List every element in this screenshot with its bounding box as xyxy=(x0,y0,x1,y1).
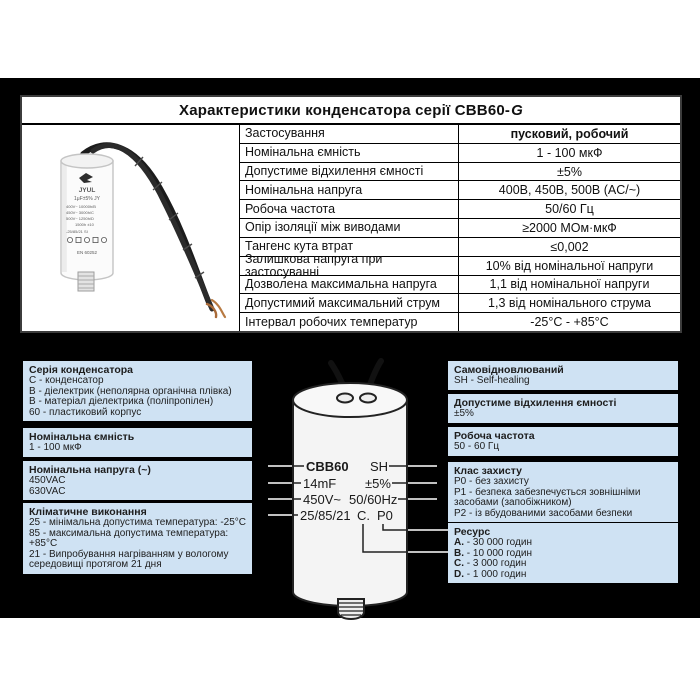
table-row xyxy=(240,294,680,313)
capacitor-diagram xyxy=(253,356,459,622)
row-label: Робоча частота xyxy=(240,200,459,218)
info-block-resource xyxy=(448,523,678,583)
block-title: Клас захисту xyxy=(454,465,522,477)
page-title-text: Характеристики конденсатора серії CBB60- xyxy=(179,101,511,119)
row-label: Допустимий максимальний струм xyxy=(240,294,459,312)
row-label: Застосування xyxy=(240,125,459,143)
block-title: Самовідновлюваний xyxy=(454,364,564,376)
table-row xyxy=(240,219,680,238)
row-value: 50/60 Гц xyxy=(545,202,594,217)
block-title: Серія конденсатора xyxy=(29,364,133,376)
block-title: Номінальна напруга (~) xyxy=(29,464,151,476)
diagram-stud xyxy=(338,599,364,619)
row-value: пусковий, робочий xyxy=(510,126,629,141)
row-label: Номінальна ємність xyxy=(240,144,459,162)
info-block-tolerance xyxy=(448,394,678,423)
marking-protection: P0 xyxy=(377,508,393,523)
block-line: P1 - безпека забезпечується зовнішніми засобами (запобіжником) xyxy=(454,486,641,508)
marking-frequency: 50/60Hz xyxy=(349,492,398,507)
block-line: P0 - без захисту xyxy=(454,476,529,487)
block-title: Ресурс xyxy=(454,526,491,538)
resource-text: - 1 000 годин xyxy=(464,568,527,580)
info-block-voltage xyxy=(23,461,252,500)
info-block-frequency xyxy=(448,427,678,456)
info-block-protection xyxy=(448,462,678,522)
photo-line-5: -25/85/21 SI xyxy=(66,229,88,234)
row-label: Опір ізоляції між виводами xyxy=(240,219,459,237)
marking-series: CBB60 xyxy=(306,459,349,474)
block-line: 630VAC xyxy=(29,485,66,497)
row-value: 1 - 100 мкФ xyxy=(536,145,603,160)
diagram-terminal-right xyxy=(360,394,376,403)
row-value: 1,1 від номінальної напруги xyxy=(489,277,650,292)
table-row xyxy=(240,313,680,331)
resource-key: A. xyxy=(454,537,464,548)
photo-line-3: 500V~ 1250h/D xyxy=(66,216,94,221)
row-label: Тангенс кута втрат xyxy=(240,238,459,256)
block-title: Кліматичне виконання xyxy=(29,506,147,518)
diagram-terminal-left xyxy=(337,394,353,403)
photo-spec: 1μF±5% JY xyxy=(74,196,100,202)
block-line: ±5% xyxy=(454,408,474,419)
block-line: P2 - із вбудованими засобами безпеки xyxy=(454,507,633,519)
resource-text: - 3 000 годин xyxy=(464,558,527,569)
marking-capacity: 14mF xyxy=(303,476,337,491)
row-value: ±5% xyxy=(557,164,582,179)
row-label: Залишкова напруга при застосуванні xyxy=(240,257,459,275)
info-block-climate xyxy=(23,503,252,574)
block-line: SH - Self-healing xyxy=(454,375,530,386)
photo-body-top xyxy=(61,154,113,168)
row-label: Допустиме відхилення ємності xyxy=(240,163,459,181)
block-title: Номінальна ємність xyxy=(29,431,135,443)
resource-text: - 10 000 годин xyxy=(464,547,532,559)
row-value: -25°C - +85°C xyxy=(530,315,609,330)
block-title: Допустиме відхилення ємності xyxy=(454,397,617,409)
photo-line-2: 450V~ 3000h/C xyxy=(66,210,94,215)
table-row xyxy=(240,251,680,279)
block-line: С - конденсатор xyxy=(29,375,104,386)
resource-key: C. xyxy=(454,558,464,569)
resource-key: D. xyxy=(454,568,464,580)
info-block-capacity xyxy=(23,428,252,457)
block-line: 85 - максимальна допустима температура: +85°C xyxy=(29,527,229,549)
block-line: 21 - Випробування нагріванням у вологому середовищі протягом 21 дня xyxy=(29,548,229,570)
row-value: 10% від номінальної напруги xyxy=(485,258,654,273)
row-value: ≥2000 МОм·мкФ xyxy=(522,220,617,235)
spec-table xyxy=(239,125,680,331)
block-line: 50 - 60 Гц xyxy=(454,441,500,452)
block-line: 1 - 100 мкФ xyxy=(29,442,82,453)
block-line: 25 - мінімальна допустима температура: -25°C xyxy=(29,517,246,528)
marking-selfhealing: SH xyxy=(370,459,389,474)
photo-line-1: 400V~ 10000h/B xyxy=(66,204,96,209)
table-row xyxy=(240,125,680,144)
photo-cert: EN 60252 xyxy=(76,250,98,255)
capacitor-photo xyxy=(35,128,235,328)
table-row xyxy=(240,144,680,163)
table-row xyxy=(240,163,680,182)
marking-voltage: 450V~ xyxy=(303,492,341,507)
block-title: Робоча частота xyxy=(454,430,535,442)
block-line: 60 - пластиковий корпус xyxy=(29,406,142,418)
block-line: В - матеріал діелектрика (поліпропілен) xyxy=(29,396,214,407)
photo-line-4: 1500h ±10 xyxy=(75,222,94,227)
table-row xyxy=(240,200,680,219)
row-label: Номінальна напруга xyxy=(240,181,459,199)
block-line xyxy=(454,570,672,581)
marking-resource: C. xyxy=(357,508,370,523)
page-title-series-letter: G xyxy=(511,101,523,119)
resource-key: B. xyxy=(454,547,464,559)
row-value: 400В, 450В, 500В (AC/~) xyxy=(498,183,641,198)
photo-brand: JYUL xyxy=(78,187,96,194)
table-row xyxy=(240,181,680,200)
info-block-series xyxy=(23,361,252,421)
table-row xyxy=(240,276,680,295)
row-value: ≤0,002 xyxy=(550,239,589,254)
block-line: 450VAC xyxy=(29,475,66,486)
info-block-selfhealing xyxy=(448,361,678,390)
resource-text: - 30 000 годин xyxy=(464,537,532,548)
row-value: 1,3 від номінального струма xyxy=(488,296,651,311)
page-title xyxy=(22,97,680,125)
marking-climate: 25/85/21 xyxy=(300,508,351,523)
row-label: Дозволена максимальна напруга xyxy=(240,276,459,294)
marking-tolerance: ±5% xyxy=(365,476,391,491)
row-label: Інтервал робочих температур xyxy=(240,313,459,331)
block-line: В - діелектрик (неполярна органічна плівка) xyxy=(29,385,232,397)
